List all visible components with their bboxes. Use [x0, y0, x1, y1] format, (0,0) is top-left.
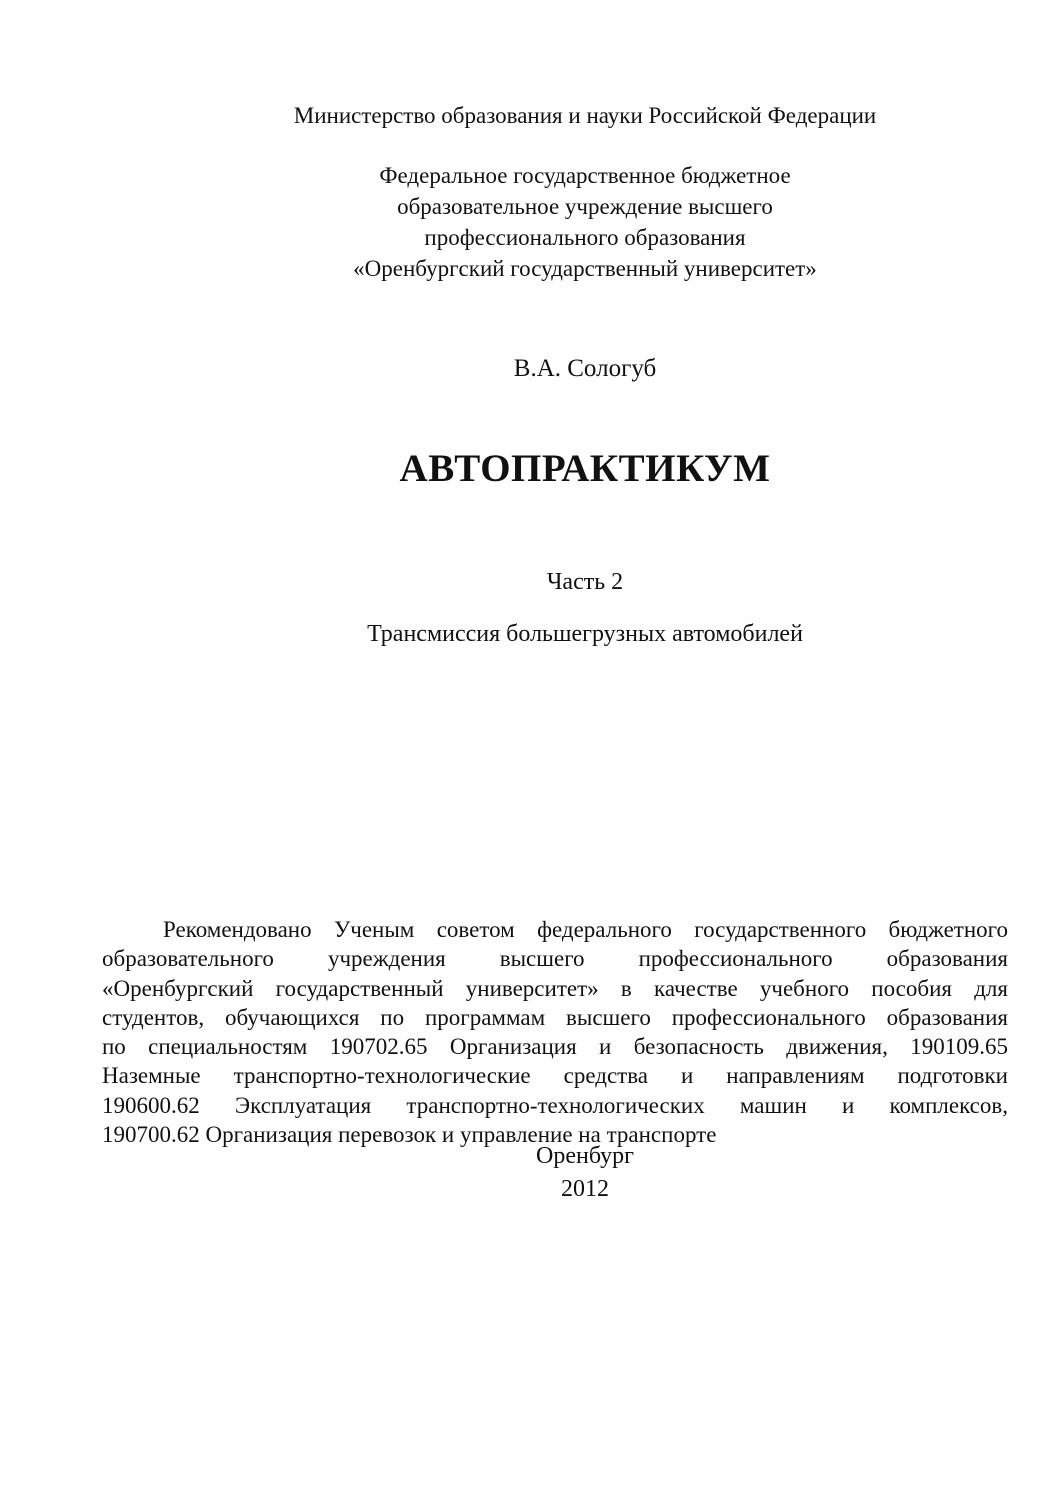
- institution-line-3: профессионального образования: [424, 225, 746, 250]
- part-number: Часть 2: [546, 569, 624, 595]
- institution-line-2: образовательное учреждение высшего: [397, 194, 773, 219]
- author-name: В.А. Сологуб: [513, 355, 657, 382]
- recommendation-line-5: по специальностям 190702.65 Организация и безопасность движения, 190109.65: [102, 1034, 1008, 1060]
- document-title: АВТОПРАКТИКУМ: [399, 447, 771, 490]
- recommendation-line-1: Рекомендовано Ученым советом федерального государственного бюджетного: [163, 917, 1008, 942]
- recommendation-line-8: 190700.62 Организация перевозок и управление на транспорте: [102, 1122, 717, 1148]
- ministry-heading: [80, 100, 1060, 131]
- subtitle-block: [80, 618, 1060, 650]
- institution-line-4: «Оренбургский государственный университет»: [353, 256, 817, 281]
- recommendation-paragraph: [102, 915, 1008, 1149]
- part-block: [80, 566, 1060, 598]
- recommendation-line-7: 190600.62 Эксплуатация транспортно-технологических машин и комплексов,: [102, 1092, 1008, 1118]
- institution-line-1: Федеральное государственное бюджетное: [379, 163, 791, 188]
- recommendation-line-6: Наземные транспортно-технологические средства и направлениям подготовки: [102, 1063, 1008, 1089]
- institution-heading: [80, 160, 1060, 284]
- recommendation-line-2: образовательного учреждения высшего профессионального образования: [102, 946, 1008, 972]
- publication-city: Оренбург: [536, 1143, 634, 1169]
- ministry-line: Министерство образования и науки Российской Федерации: [293, 103, 877, 128]
- publication-year: 2012: [561, 1176, 609, 1202]
- document-subtitle: Трансмиссия большегрузных автомобилей: [367, 621, 803, 647]
- recommendation-line-4: студентов, обучающихся по программам высшего профессионального образования: [102, 1004, 1008, 1030]
- title-block: [80, 445, 1060, 493]
- publication-info: [80, 1140, 1060, 1206]
- recommendation-line-3: «Оренбургский государственный университет» в качестве учебного пособия для: [102, 975, 1008, 1001]
- author-block: [80, 353, 1060, 385]
